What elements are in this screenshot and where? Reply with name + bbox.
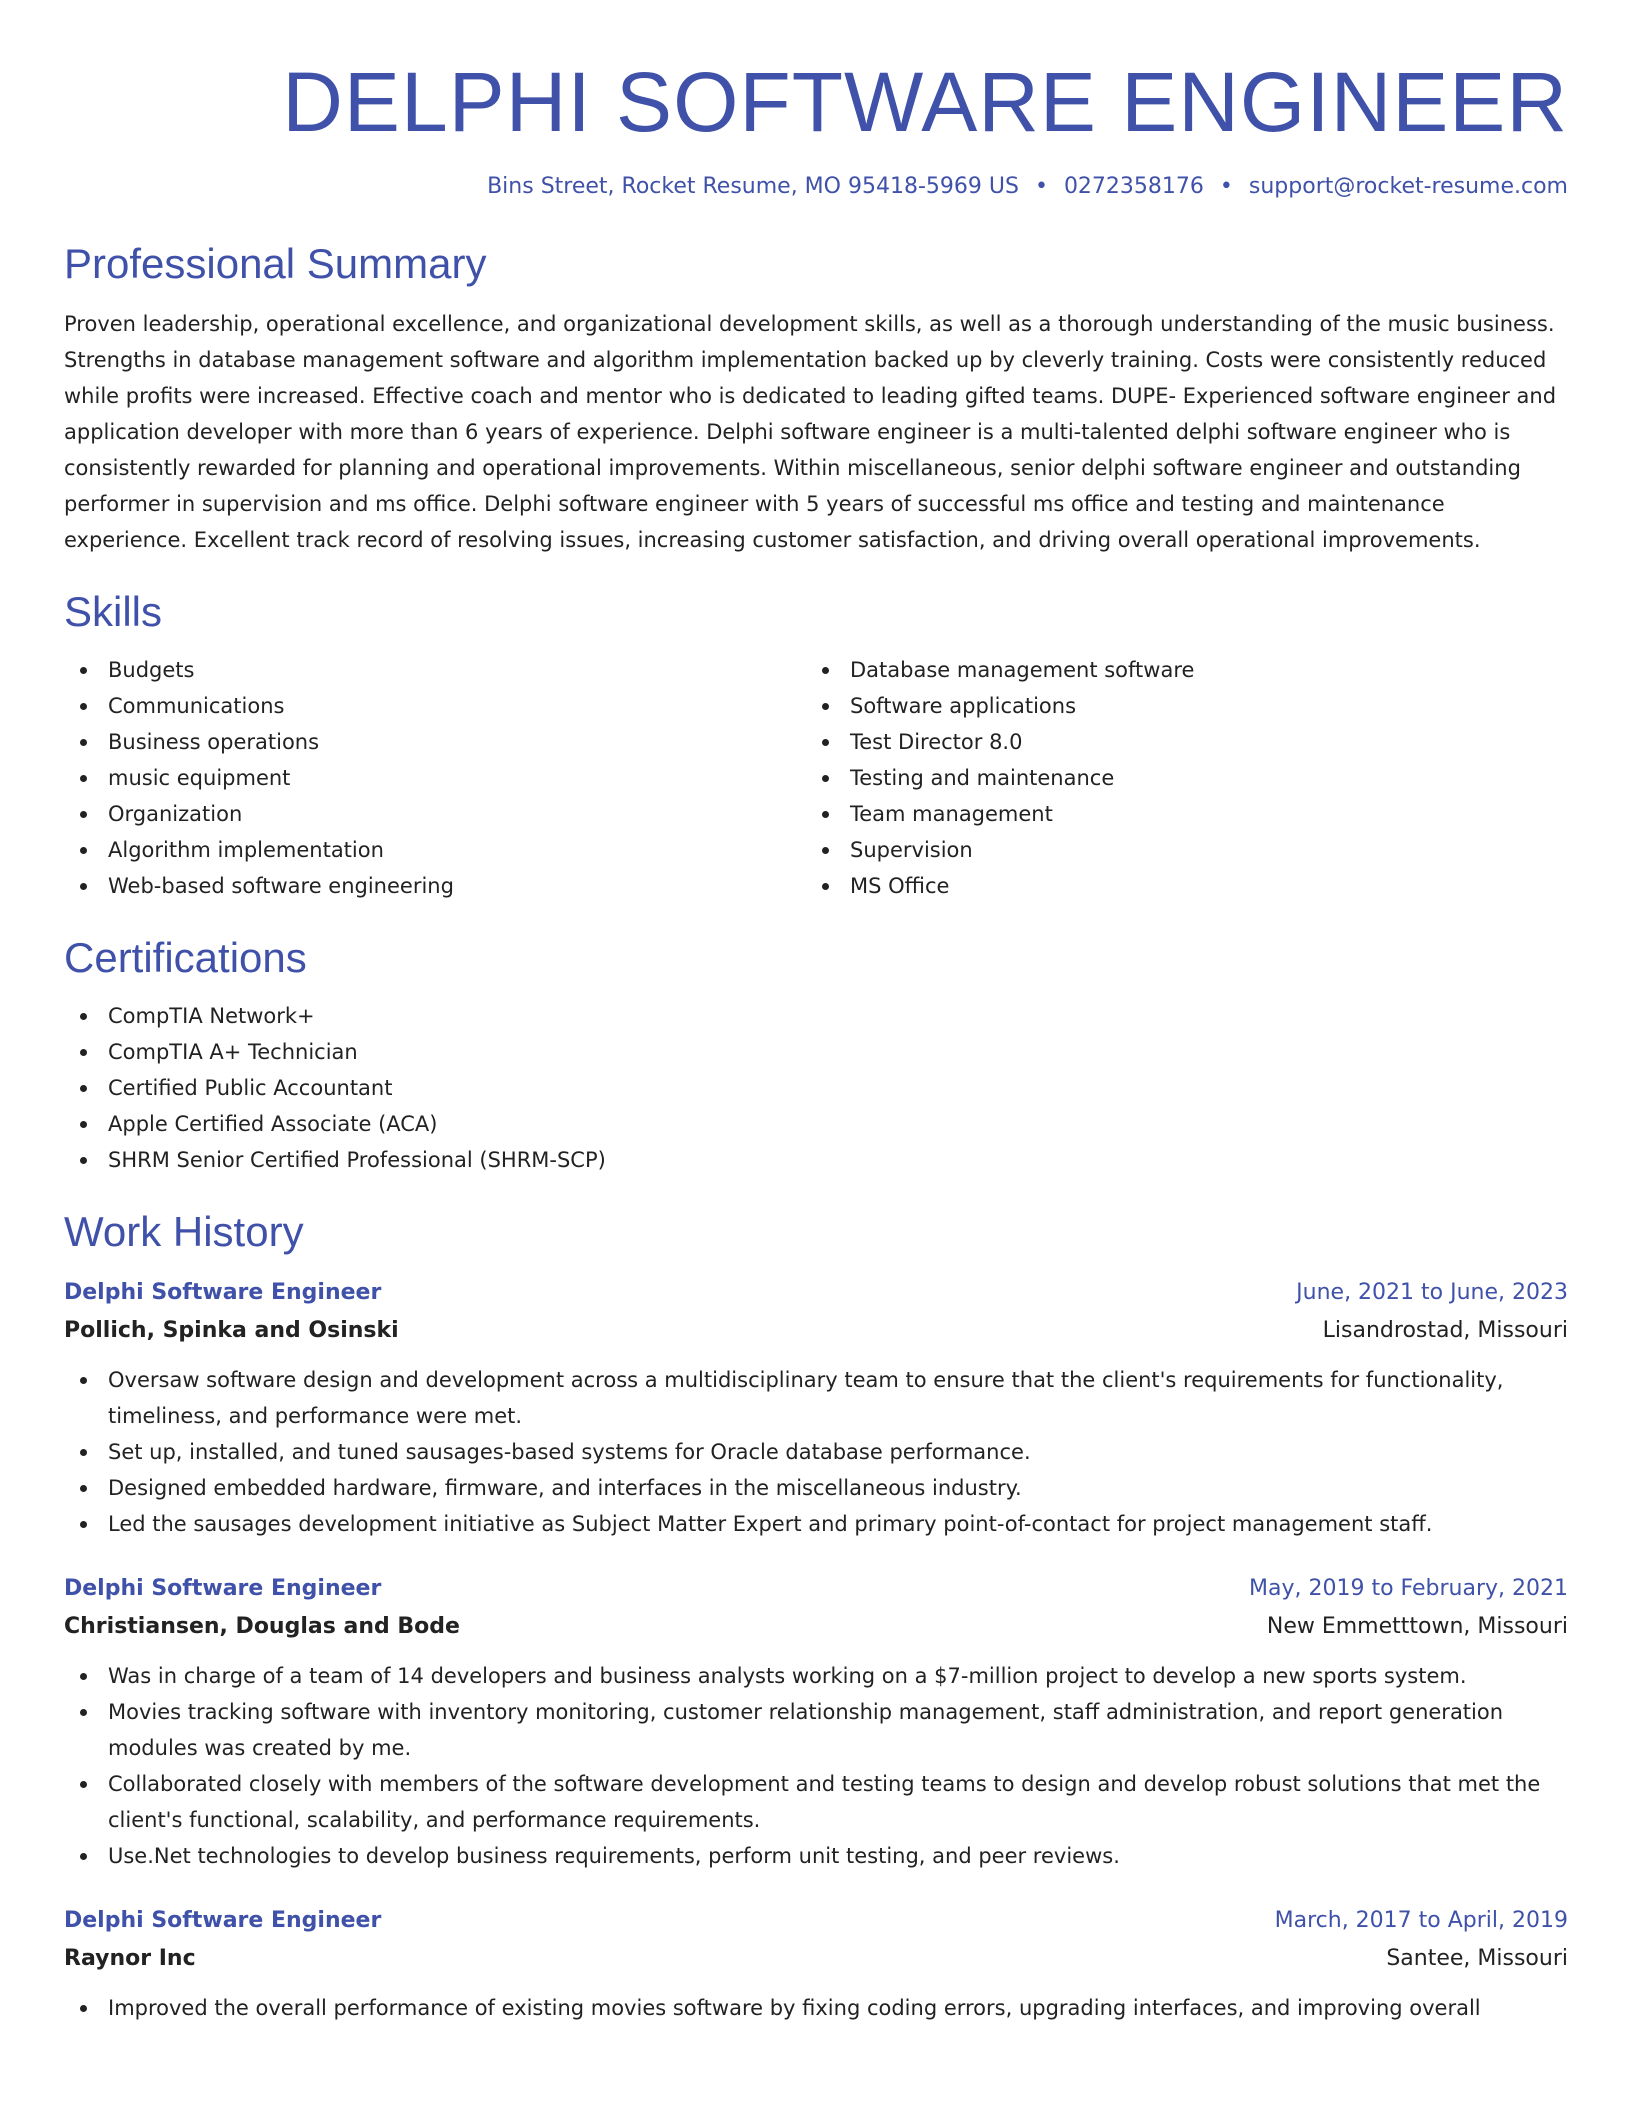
skill-item: Business operations [64,724,806,760]
summary-heading: Professional Summary [64,240,487,287]
skill-item: Testing and maintenance [806,760,1548,796]
job-bullet: Use.Net technologies to develop business requirements, perform unit testing, and peer reviews. [64,1838,1568,1874]
skill-item: Organization [64,796,806,832]
candidate-name: DELPHI SOFTWARE ENGINEER [282,55,1568,149]
job-title: Delphi Software Engineer [64,1908,382,1933]
job-location: Lisandrostad, Missouri [1322,1318,1568,1343]
job-entry [64,1902,1568,2026]
job-bullet: Improved the overall performance of existing movies software by fixing coding errors, upgrading interfaces, and improving overall [64,1990,1568,2026]
certifications-list [64,998,1568,1178]
certification-item: SHRM Senior Certified Professional (SHRM-SCP) [64,1142,1568,1178]
skills-list-right [806,652,1548,904]
skill-item: Test Director 8.0 [806,724,1548,760]
job-location: Santee, Missouri [1386,1946,1568,1971]
job-company-row [64,1940,1568,1978]
job-bullets [64,1658,1568,1874]
certification-item: Certified Public Accountant [64,1070,1568,1106]
skill-item: music equipment [64,760,806,796]
job-title-row [64,1570,1568,1608]
job-company-row [64,1312,1568,1350]
contact-separator: • [1034,174,1048,199]
job-bullet: Oversaw software design and development across a multidisciplinary team to ensure that the client's requirements for functionality, timeliness, and performance were met. [64,1362,1568,1434]
job-company-row [64,1608,1568,1646]
job-dates: March, 2017 to April, 2019 [1274,1908,1568,1933]
job-company: Pollich, Spinka and Osinski [64,1318,399,1343]
certification-item: CompTIA Network+ [64,998,1568,1034]
certification-item: Apple Certified Associate (ACA) [64,1106,1568,1142]
skill-item: Algorithm implementation [64,832,806,868]
skill-item: Supervision [806,832,1548,868]
job-entry [64,1570,1568,1874]
contact-email[interactable]: support@rocket-resume.com [1248,174,1568,199]
skills-columns [64,652,1568,904]
job-title: Delphi Software Engineer [64,1280,382,1305]
job-bullet: Was in charge of a team of 14 developers and business analysts working on a $7-million project to develop a new sports system. [64,1658,1568,1694]
work-history-heading: Work History [64,1208,304,1255]
job-entry [64,1274,1568,1542]
skill-item: Team management [806,796,1548,832]
contact-address: Bins Street, Rocket Resume, MO 95418-5969 US [487,174,1019,199]
job-bullet: Designed embedded hardware, firmware, and interfaces in the miscellaneous industry. [64,1470,1568,1506]
job-bullet: Collaborated closely with members of the software development and testing teams to design and develop robust solutions that met the client's functional, scalability, and performance requirements. [64,1766,1568,1838]
job-title-row [64,1902,1568,1940]
resume-header [64,0,1568,202]
skill-item: Database management software [806,652,1548,688]
summary-text: Proven leadership, operational excellence, and organizational development skills, as well as a thorough understanding of the music business. Strengths in database management software and algorithm implementation backed up by cleverly training. Costs were consistently reduced while profits were increased. Effective coach and mentor who is dedicated to leading gifted teams. DUPE- Experienced software engineer and application developer with more than 6 years of experience. Delphi software engineer is a multi-talented delphi software engineer who is consistently rewarded for planning and operational improvements. Within miscellaneous, senior delphi software engineer and outstanding performer in supervision and ms office. Delphi software engineer with 5 years of successful ms office and testing and maintenance experience. Excellent track record of resolving issues, increasing customer satisfaction, and driving overall operational improvements. [64,312,1557,552]
certification-item: CompTIA A+ Technician [64,1034,1568,1070]
job-bullet: Set up, installed, and tuned sausages-based systems for Oracle database performance. [64,1434,1568,1470]
job-company: Raynor Inc [64,1946,196,1971]
job-bullets [64,1990,1568,2026]
skills-heading: Skills [64,588,163,635]
job-bullets [64,1362,1568,1542]
contact-line [64,172,1568,202]
certifications-heading: Certifications [64,934,307,981]
job-dates: June, 2021 to June, 2023 [1296,1280,1568,1305]
job-title-row [64,1274,1568,1312]
skill-item: Budgets [64,652,806,688]
job-bullet: Movies tracking software with inventory monitoring, customer relationship management, staff administration, and report generation modules was created by me. [64,1694,1568,1766]
skills-list-left [64,652,806,904]
contact-phone: 0272358176 [1063,174,1204,199]
skill-item: Software applications [806,688,1548,724]
contact-separator: • [1219,174,1233,199]
job-location: New Emmetttown, Missouri [1266,1614,1568,1639]
skill-item: MS Office [806,868,1548,904]
job-dates: May, 2019 to February, 2021 [1249,1576,1568,1601]
job-title: Delphi Software Engineer [64,1576,382,1601]
job-company: Christiansen, Douglas and Bode [64,1614,460,1639]
job-bullet: Led the sausages development initiative as Subject Matter Expert and primary point-of-contact for project management staff. [64,1506,1568,1542]
skill-item: Communications [64,688,806,724]
skill-item: Web-based software engineering [64,868,806,904]
